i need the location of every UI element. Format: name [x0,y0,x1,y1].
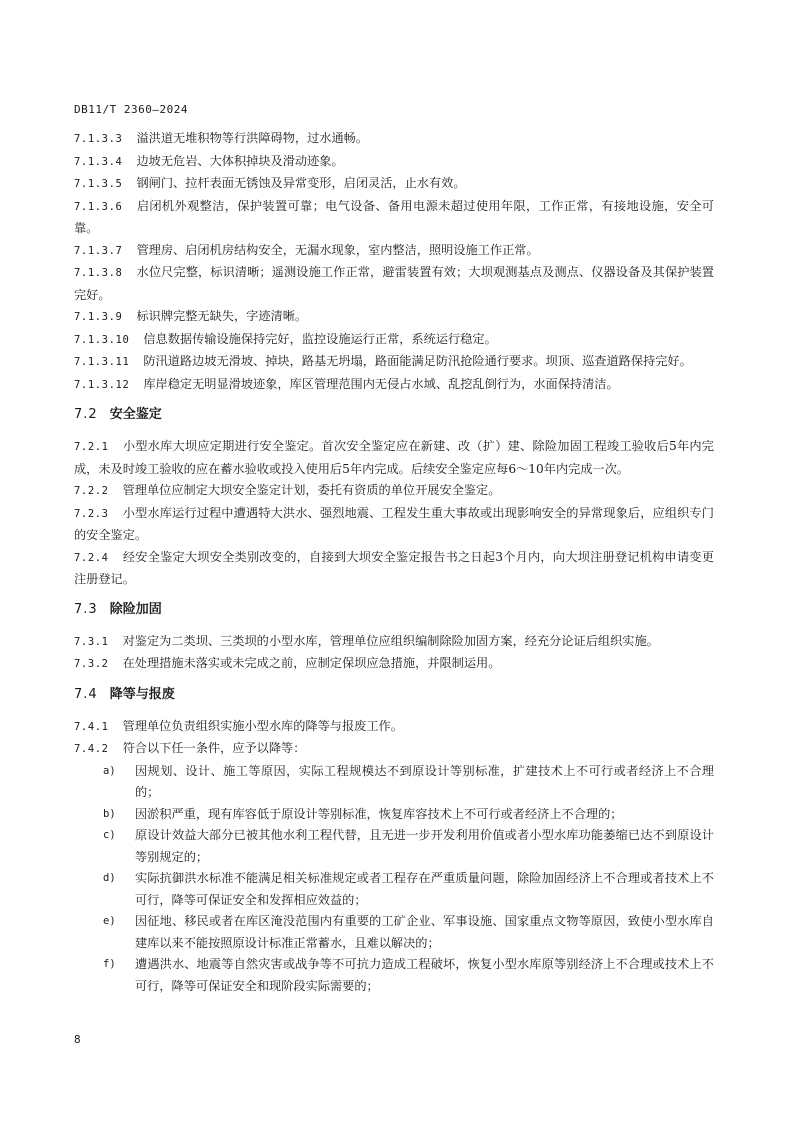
clause-7-2-4 [74,547,714,591]
list-letter: c) [103,829,116,841]
clause-7-1-3-11 [74,351,714,374]
clause-text: 钢闸门、拉杆表面无锈蚀及异常变形，启闭灵活，止水有效。 [136,176,466,190]
clause-text: 信息数据传输设施保持完好，监控设施运行正常，系统运行稳定。 [143,331,497,346]
clause-7-3-2 [74,653,714,676]
clause-number: 7.4.1 [74,720,109,733]
clause-7-2-1 [74,436,714,480]
section-title: 安全鉴定 [109,407,162,422]
list-letter: b) [103,807,116,820]
list-text: 遭遇洪水、地震等自然灾害或战争等不可抗力造成工程破坏，恢复小型水库原等别经济上不合理或技术上不可行，降等可保证安全和现阶段实际需要的； [135,957,714,993]
clause-text: 水位尺完整，标识清晰；遥测设施工作正常，避雷装置有效；大坝观测基点及测点、仪器设备及其保护装置完好。 [74,265,714,302]
clause-7-1-3-8 [74,262,714,306]
clause-text: 溢洪道无堆积物等行洪障碍物，过水通畅。 [136,131,369,145]
list-item-e [103,911,714,954]
clause-number: 7.2.3 [74,507,109,520]
clause-7-1-3-3 [74,128,714,151]
list-text: 因淤积严重，现有库容低于原设计等别标准，恢复库容技术上不可行或者经济上不合理的； [135,806,623,821]
clause-number: 7.1.3.5 [74,178,123,190]
clause-number: 7.1.3.10 [74,333,130,346]
standard-code-header: DB11/T 2360—2024 [74,103,188,116]
clause-number: 7.1.3.12 [74,378,130,391]
clause-text: 库岸稳定无明显滑坡迹象，库区管理范围内无侵占水域、乱挖乱倒行为，水面保持清洁。 [143,376,619,391]
section-heading-7-3 [74,599,714,621]
list-item-d [103,868,714,911]
list-item-a [103,761,714,804]
clause-7-1-3-9 [74,306,714,329]
section-title: 除险加固 [109,601,162,617]
clause-7-1-3-7 [74,240,714,263]
clause-number: 7.1.3.6 [74,200,123,213]
clause-number: 7.4.2 [74,743,109,755]
clause-7-3-1 [74,631,714,654]
clause-text: 管理房、启闭机房结构安全，无漏水现象，室内整洁，照明设施工作正常。 [136,242,539,257]
clause-7-1-3-5 [74,173,714,196]
clause-7-2-3 [74,503,714,547]
clause-7-1-3-12 [74,374,714,397]
page-number: 8 [74,1033,81,1046]
clause-text: 标识牌完整无缺失，字迹清晰。 [136,309,308,323]
list-text: 实际抗御洪水标准不能满足相关标准规定或者工程存在严重质量问题，除险加固经济上不合理或者技术上不可行，降等可保证安全和发挥相应效益的； [135,871,714,907]
clause-text: 管理单位负责组织实施小型水库的降等与报废工作。 [122,718,403,733]
list-text: 因征地、移民或者在库区淹没范围内有重要的工矿企业、军事设施、国家重点文物等原因，致使小型水库自建库以来不能按照原设计标准正常蓄水，且难以解决的； [135,914,714,950]
list-item-f [103,954,714,997]
list-item-b [103,804,714,826]
clause-text: 在处理措施未落实或未完成之前，应制定保坝应急措施，并限制运用。 [122,656,501,670]
clause-number: 7.2.4 [74,551,109,564]
clause-text: 小型水库大坝应定期进行安全鉴定。首次安全鉴定应在新建、改（扩）建、除险加固工程竣工验收后5年内完成，未及时竣工验收的应在蓄水验收或投入使用后5年内完成。后续安全鉴定应每6～10年内完成一次。 [74,439,714,476]
section-title: 降等与报废 [109,686,175,702]
clause-number: 7.1.3.7 [74,244,123,257]
page-content [74,128,714,997]
list-letter: d) [103,872,116,884]
clause-text: 边坡无危岩、大体积掉块及滑动迹象。 [136,153,344,168]
clause-text: 经安全鉴定大坝安全类别改变的，自接到大坝安全鉴定报告书之日起3个月内，向大坝注册登记机构申请变更注册登记。 [74,549,714,586]
clause-7-2-2 [74,480,714,503]
clause-number: 7.1.3.8 [74,267,123,279]
list-letter: a) [103,764,116,777]
list-letter: f) [103,958,116,970]
clause-text: 启闭机外观整洁，保护装置可靠；电气设备、备用电源未超过使用年限，工作正常，有接地设施，安全可靠。 [74,198,714,235]
clause-7-1-3-6 [74,196,714,240]
clause-number: 7.1.3.11 [74,356,130,368]
clause-text: 管理单位应制定大坝安全鉴定计划，委托有资质的单位开展安全鉴定。 [122,483,501,497]
clause-number: 7.2.2 [74,485,109,497]
clause-number: 7.1.3.9 [74,311,123,323]
clause-text: 防汛道路边坡无滑坡、掉块，路基无坍塌，路面能满足防汛抢险通行要求。坝顶、巡查道路保持完好。 [143,354,692,368]
clause-number: 7.2.1 [74,441,109,453]
clause-7-4-1 [74,716,714,739]
section-heading-7-4 [74,684,714,706]
list-text: 原设计效益大部分已被其他水利工程代替，且无进一步开发利用价值或者小型水库功能萎缩已达不到原设计等别规定的； [135,828,714,864]
clause-text: 小型水库运行过程中遭遇特大洪水、强烈地震、工程发生重大事故或出现影响安全的异常现象后，应组织专门的安全鉴定。 [74,505,714,542]
list-item-c [103,825,714,868]
section-number: 7.2 [74,407,98,422]
clause-7-1-3-10 [74,329,714,352]
clause-text: 对鉴定为二类坝、三类坝的小型水库，管理单位应组织编制除险加固方案，经充分论证后组织实施。 [122,633,659,648]
section-number: 7.4 [74,686,98,702]
clause-number: 7.1.3.4 [74,155,123,168]
clause-number: 7.3.2 [74,658,109,670]
list-letter: e) [103,915,116,927]
section-number: 7.3 [74,601,98,617]
clause-7-1-3-4 [74,151,714,174]
clause-number: 7.3.1 [74,635,109,648]
clause-number: 7.1.3.3 [74,133,123,145]
clause-text: 符合以下任一条件，应予以降等： [122,741,306,755]
list-text: 因规划、设计、施工等原因，实际工程规模达不到原设计等别标准，扩建技术上不可行或者经济上不合理的； [135,763,714,799]
clause-7-4-2 [74,738,714,761]
section-heading-7-2 [74,404,714,426]
